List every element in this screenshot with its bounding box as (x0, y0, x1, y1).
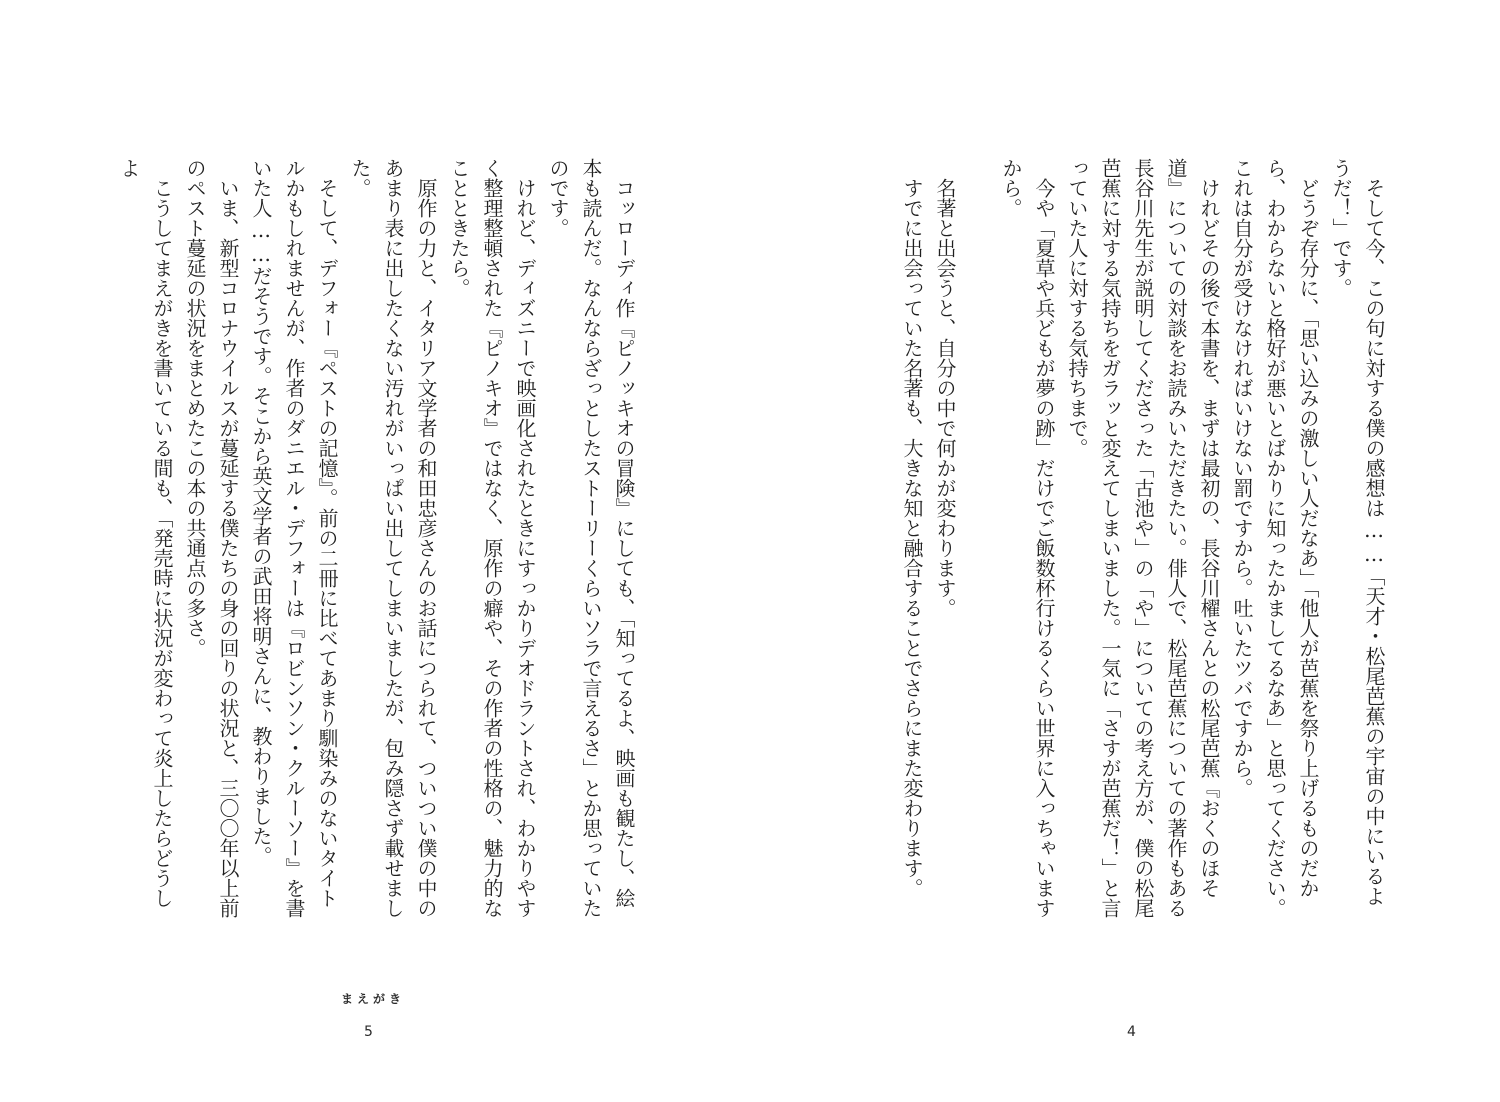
right-page (750, 0, 1500, 1102)
page-number: 4 (1127, 1024, 1136, 1040)
left-page-body (107, 158, 640, 918)
paragraph: 名著と出会うと、自分の中で何かが変わります。 (933, 178, 957, 618)
paragraph: コッローディ作『ピノッキオの冒険』にしても、「知ってるよ、映画も観たし、絵本も読んだ。なんならざっとしたストーリーくらいソラで言えるさ」とか思っていたのです。 (546, 158, 636, 918)
paragraph: そして、デフォー『ペストの記憶』。前の二冊に比べてあまり馴染みのないタイトルかもしれませんが、作者のダニエル・デフォーは『ロビンソン・クルーソー』を書いた人……だそうです。そこから英文学者の武田将明さんに、教わりました。 (249, 158, 339, 918)
paragraph: そして今、この句に対する僕の感想は……「天才・松尾芭蕉の宇宙の中にいるようだ！」です。 (1329, 158, 1386, 906)
paragraph: どうぞ存分に、「思い込みの激しい人だなあ」「他人が芭蕉を祭り上げるものだから、わからないと格好が悪いとばかりに知ったかましてるなあ」と思ってください。これは自分が受けなければいけない罰ですから。吐いたツバですから。 (1230, 158, 1320, 918)
blank-line (961, 158, 994, 918)
paragraph: いま、新型コロナウイルスが蔓延する僕たちの身の回りの状況と、三〇〇年以上前のペスト蔓延の状況をまとめたこの本の共通点の多さ。 (183, 158, 240, 918)
paragraph: 原作の力と、イタリア文学者の和田忠彦さんのお話につられて、ついつい僕の中のあまり表に出したくない汚れがいっぱい出してしまいましたが、包み隠さず載せました。 (348, 158, 438, 918)
right-page-body (900, 158, 1390, 918)
page-number: 5 (364, 1024, 373, 1040)
paragraph: すでに出会っていた名著も、大きな知と融合することでさらにまた変わります。 (900, 178, 924, 898)
paragraph: けれど、ディズニーで映画化されたときにすっかりデオドラントされ、わかりやすく整理整頓された『ピノキオ』ではなく、原作の癖や、その作者の性格の、魅力的なことときたら。 (447, 158, 537, 918)
running-head: まえがき (341, 992, 406, 1006)
paragraph: けれどその後で本書を、まずは最初の、長谷川櫂さんとの松尾芭蕉『おくのほそ道』についての対談をお読みいただきたい。俳人で、松尾芭蕉についての著作もある長谷川先生が説明してくださった「古池や」の「や」についての考え方が、僕の松尾芭蕉に対する気持ちをガラッと変えてしまいました。一気に「さすが芭蕉だ！」と言っていた人に対する気持ちまで。 (1065, 158, 1221, 918)
paragraph: こうしてまえがきを書いている間も、「発売時に状況が変わって炎上したらどうしよ (117, 158, 174, 908)
paragraph: 今や「夏草や兵どもが夢の跡」だけでご飯数杯行けるくらい世界に入っちゃいますから。 (999, 158, 1056, 918)
